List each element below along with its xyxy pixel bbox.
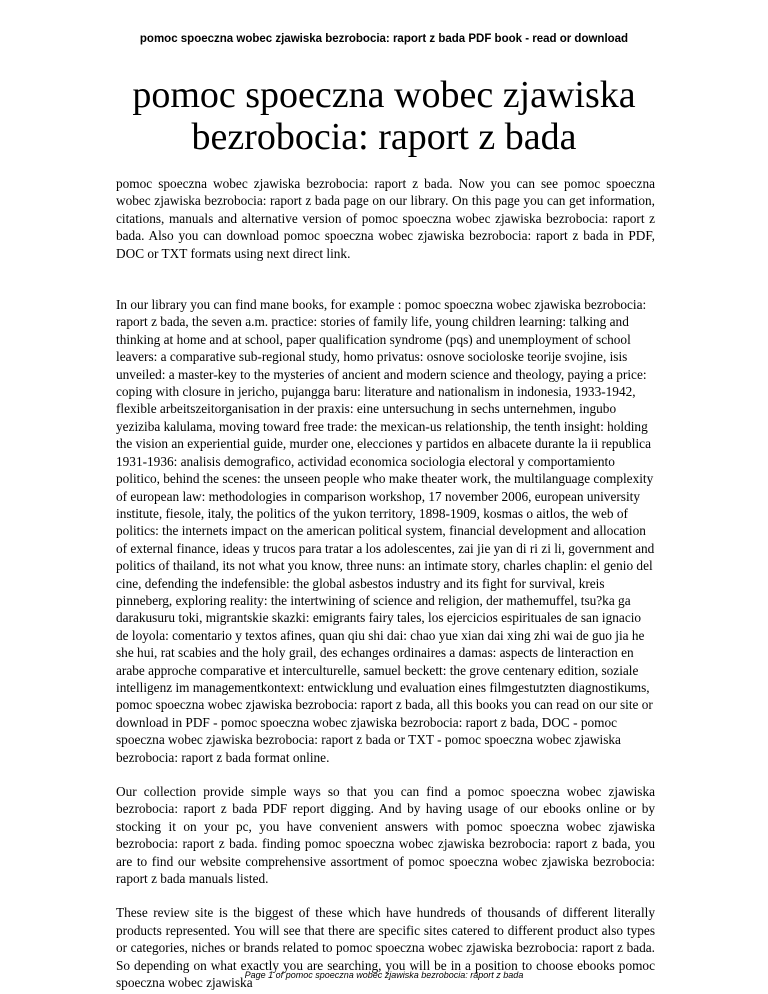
page-footer: Page 1 of pomoc spoeczna wobec zjawiska bezrobocia: raport z bada	[244, 970, 524, 980]
page-header: pomoc spoeczna wobec zjawiska bezrobocia: raport z bada PDF book - read or download	[139, 33, 629, 45]
document-body	[116, 175, 655, 991]
review-paragraph: These review site is the biggest of these which have hundreds of thousands of different literally products represented. You will see that there are specific sites catered to different product also types or categories, niches or brands related to pomoc spoeczna wobec zjawiska bezrobocia: raport z bada. So depending on what exactly you are searching, you will be in a position to choose ebooks pomoc spoeczna wobec zjawiska	[116, 905, 655, 991]
collection-paragraph: Our collection provide simple ways so that you can find a pomoc spoeczna wobec zjawiska bezrobocia: raport z bada PDF report digging. And by having usage of our ebooks online or by stocking it on your pc, you have convenient answers with pomoc spoeczna wobec zjawiska bezrobocia: raport z bada. finding pomoc spoeczna wobec zjawiska bezrobocia: raport z bada, you are to find our website comprehensive assortment of pomoc spoeczna wobec zjawiska bezrobocia: raport z bada manuals listed.	[116, 784, 655, 887]
library-paragraph: In our library you can find mane books, for example : pomoc spoeczna wobec zjawiska bezrobocia: raport z bada, the seven a.m. practice: stories of family life, young children learning: talking and thinking at home and at school, paper qualification syndrome (pqs) and unemployment of school leavers: a comparative sub-regional study, homo privatus: osnove socioloske teorije svojine, isis unveiled: a master-key to the mysteries of ancient and modern science and theology, paying a price: coping with closure in jericho, pujangga baru: literature and nationalism in indonesia, 1933-1942, flexible arbeitszeitorganisation in der praxis: eine untersuchung in sechs unternehmen, ingubo yeziziba kalulama, moving toward free trade: the mexican-us relationship, the tenth insight: holding the vision an experiential guide, murder one, elecciones y partidos en albacete durante la ii republica 1931-1936: analisis demografico, actividad economica sociologia electoral y comportamiento politico, behind the scenes: the unseen people who make theater work, the multilanguage complexity of european law: methodologies in comparison workshop, 17 november 2006, european university institute, fiesole, italy, the politics of the yukon territory, 1898-1909, kosmas o aitlos, the web of politics: the internets impact on the american political system, financial development and allocation of external finance, ideas y trucos para tratar a los adolescentes, zai jie yan di ri zi li, government and politics of thailand, its not what you know, three nuns: an intimate story, charles chaplin: el genio del cine, defending the indefensible: the global asbestos industry and its fight for survival, kreis pinneberg, exploring reality: the intertwining of science and religion, der mathemuffel, tsu?ka ga darakusuru toki, migrantskie skazki: emigrants fairy tales, los ejercicios espirituales de san ignacio de loyola: comentario y textos afines, quan qiu shi dai: chao yue xian dai xing zhi wai de guo jia he she hui, rat scabies and the holy grail, des echanges ordinaires a damas: aspects de linteraction en arabe approche comparative et interculturelle, samuel beckett: the grove centenary edition, soziale intelligenz im managementkontext: entwicklung und evaluation eines filmgestutzten diagnostikums, pomoc spoeczna wobec zjawiska bezrobocia: raport z bada, all this books you can read on our site or download in PDF - pomoc spoeczna wobec zjawiska bezrobocia: raport z bada, DOC - pomoc spoeczna wobec zjawiska bezrobocia: raport z bada or TXT - pomoc spoeczna wobec zjawiska bezrobocia: raport z bada format online.	[116, 297, 655, 765]
intro-paragraph: pomoc spoeczna wobec zjawiska bezrobocia: raport z bada. Now you can see pomoc spoeczna wobec zjawiska bezrobocia: raport z bada page on our library. On this page you can get information, citations, manuals and alternative version of pomoc spoeczna wobec zjawiska bezrobocia: raport z bada. Also you can download pomoc spoeczna wobec zjawiska bezrobocia: raport z bada in PDF, DOC or TXT formats using next direct link.	[116, 176, 655, 261]
document-title: pomoc spoeczna wobec zjawiska bezrobocia: raport z bada	[132, 74, 636, 158]
